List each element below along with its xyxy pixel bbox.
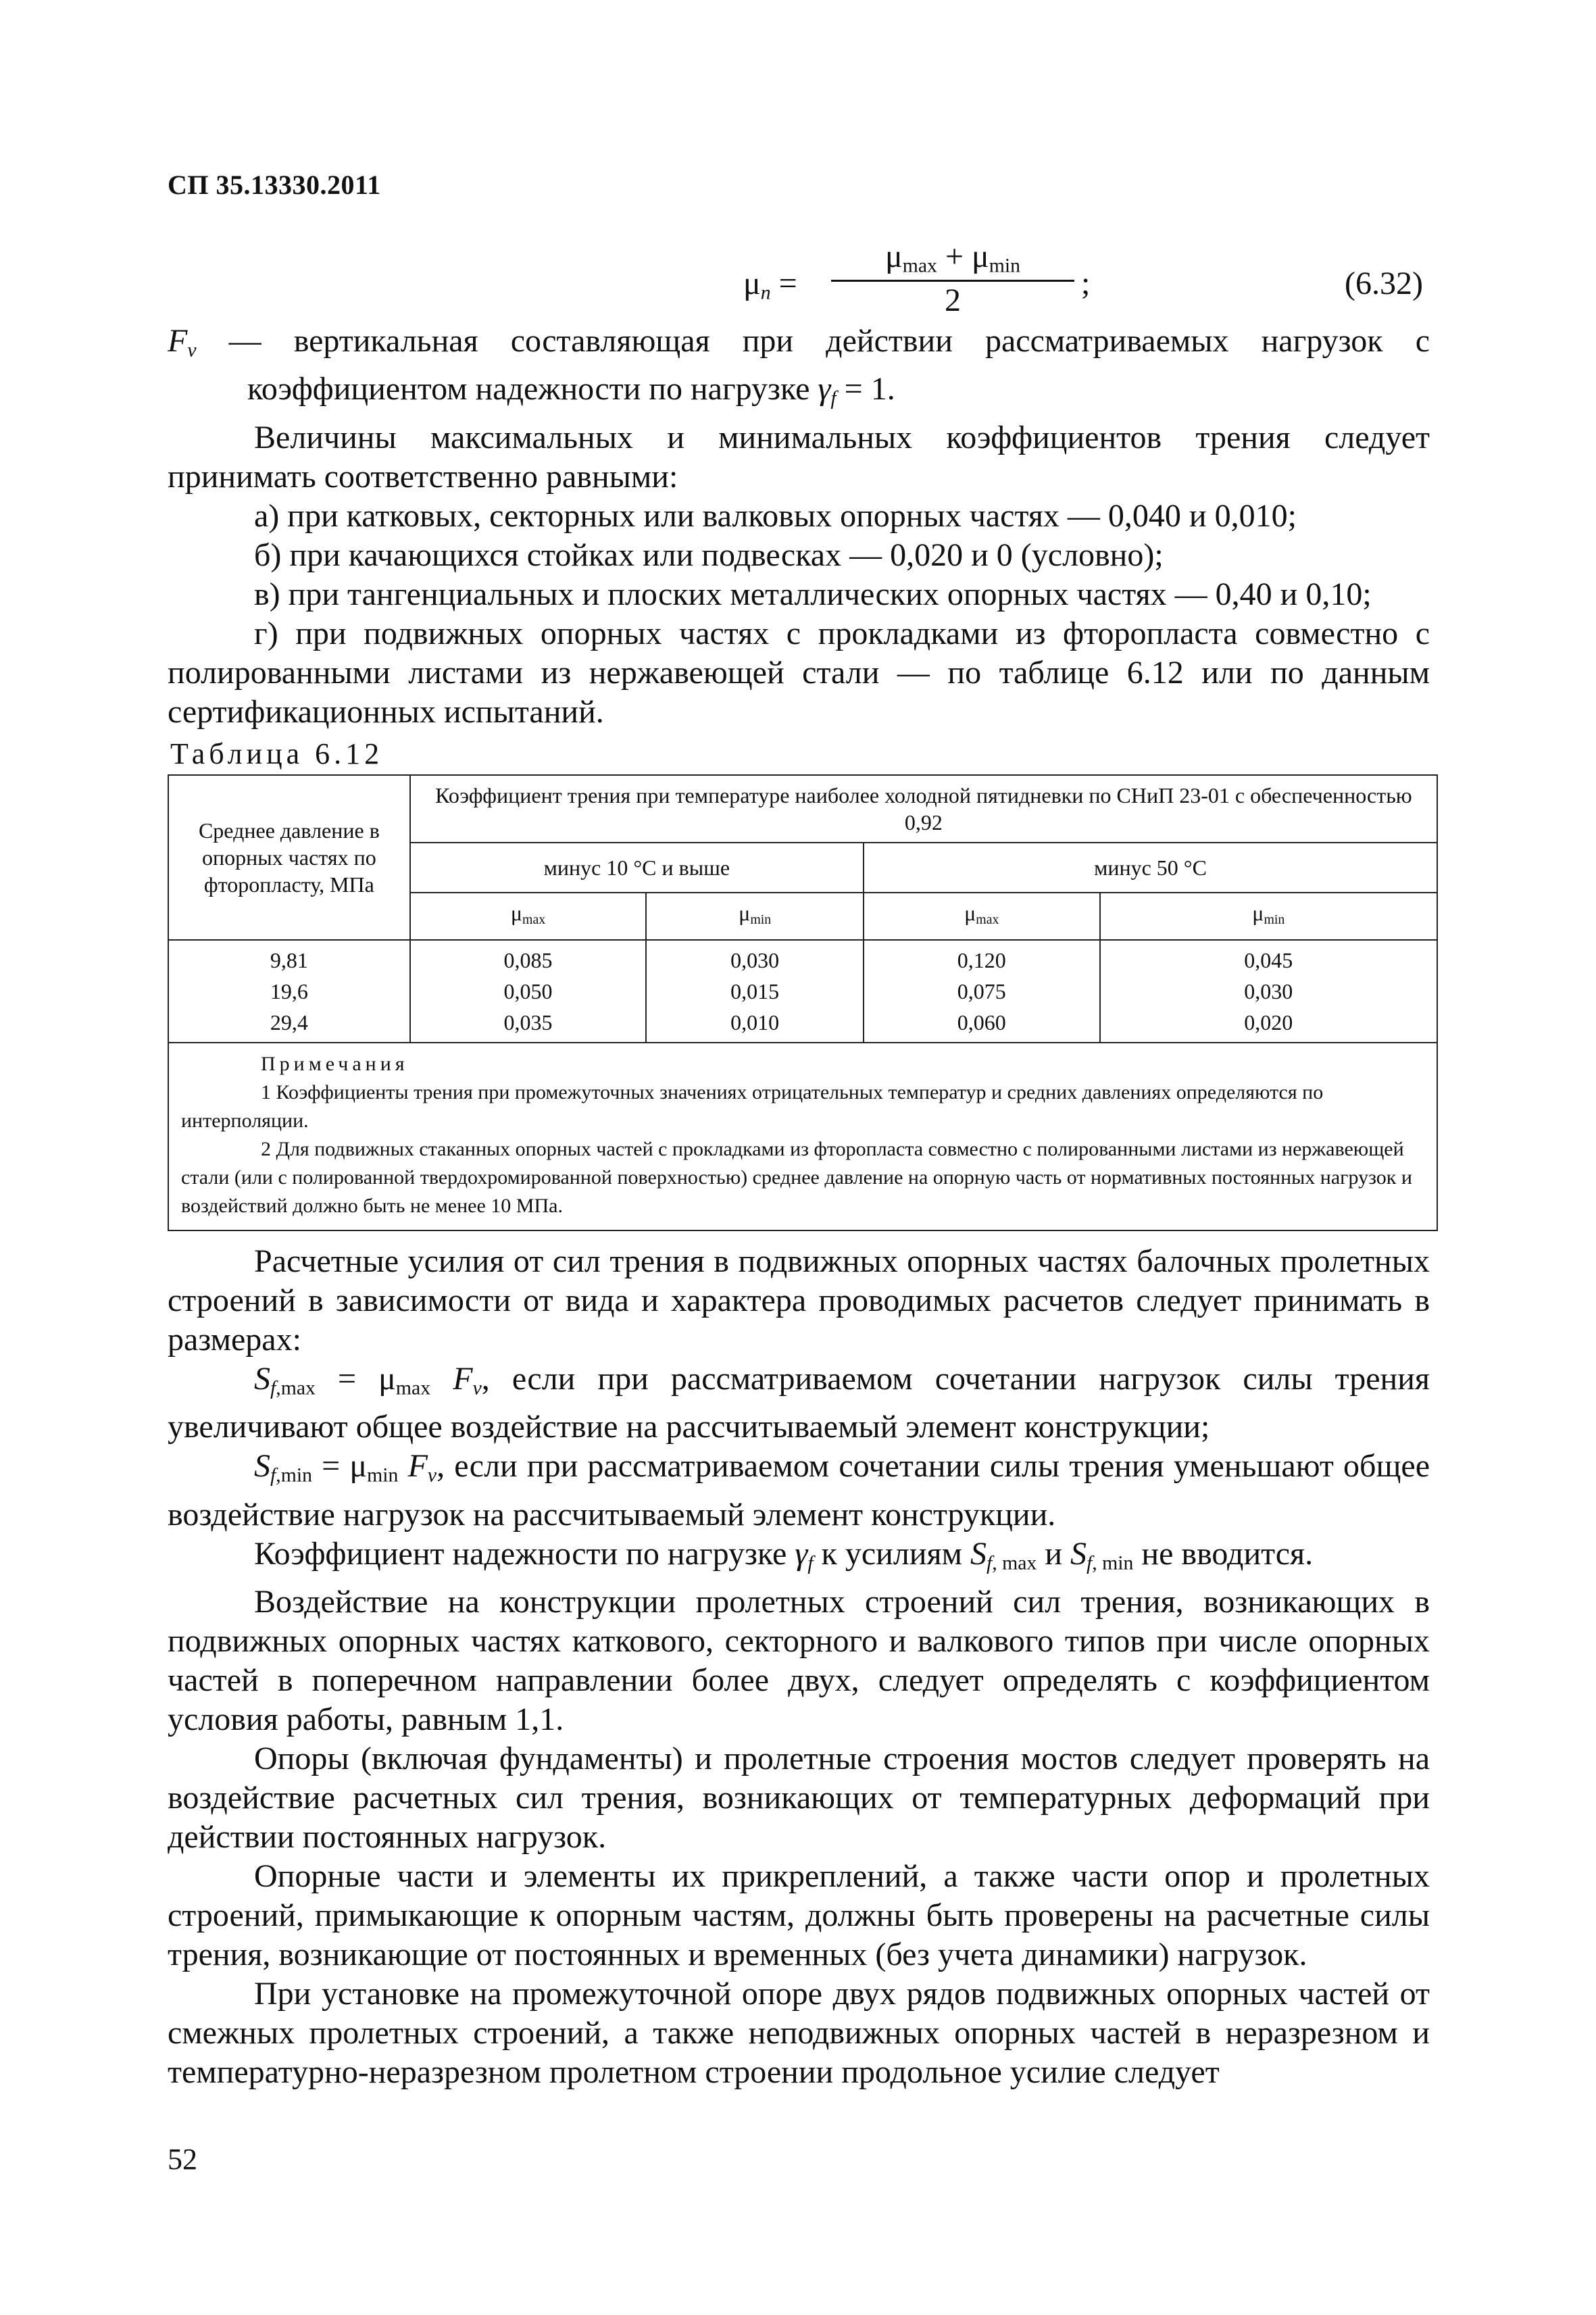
cell-mu-min-minus10: 0,030 0,015 0,010 (646, 940, 864, 1043)
text-block-top (168, 322, 1430, 732)
header-friction-coefficient: Коэффициент трения при температуре наиболее холодной пятидневки по СНиП 23-01 с обеспеченностью 0,92 (410, 775, 1437, 843)
cell-mu-min-minus50: 0,045 0,030 0,020 (1100, 940, 1437, 1043)
header-temp-minus50: минус 50 °С (864, 843, 1437, 893)
equation-number: (6.32) (1345, 266, 1423, 301)
paragraph-supports: Опоры (включая фундаменты) и пролетные строения мостов следует проверять на воздействие расчетных сил трения, возникающих от температурных деформаций при действии постоянных нагрузок. (168, 1741, 1430, 1856)
paragraph-bearings: Опорные части и элементы их прикреплений, а также части опор и пролетных строений, примыкающие к опорным частям, должны быть проверены на расчетные силы трения, возникающие от постоянных и временных (без учета динамики) нагрузок. (168, 1858, 1430, 1973)
paragraph-forces: Расчетные усилия от сил трения в подвижных опорных частях балочных пролетных строений в зависимости от вида и характера проводимых расчетов следует принимать в размерах: (168, 1243, 1430, 1358)
list-item-v: в) при тангенциальных и плоских металлических опорных частях — 0,40 и 0,10; (254, 576, 1372, 612)
paragraph-sf-max: $S_{f,max} = \mu_{max}$ $F_v$, если при рассматриваемом сочетании нагрузок силы трения увеличивают общее воздействие на рассчитываемый элемент конструкции; (168, 1361, 1430, 1445)
paragraph-installation: При установке на промежуточной опоре двух рядов подвижных опорных частей от смежных пролетных строений, а также неподвижных опорных частей в неразрезном и температурно-неразрезном пролетном строении продольное усилие следует (168, 1976, 1430, 2091)
text-block-bottom (168, 1242, 1430, 2092)
note-2: 2 Для подвижных стаканных опорных частей с прокладками из фторопласта совместно с полированными листами из нержавеющей стали (или с полированной твердохромированной поверхностью) среднее давление на опорную часть от нормативных постоянных нагрузок и воздействий должно быть не менее 10 МПа. (181, 1138, 1412, 1217)
page-number: 52 (168, 2143, 197, 2176)
notes-title: Примечания (261, 1053, 409, 1075)
formula-lhs: $\mu_n$ = (743, 266, 797, 304)
list-item-g: г) при подвижных опорных частях с прокладками из фторопласта совместно с полированными листами из нержавеющей стали — по таблице 6.12 или по данным сертификационных испытаний. (168, 615, 1430, 730)
cell-mu-max-minus50: 0,120 0,075 0,060 (864, 940, 1100, 1043)
header-pressure: Среднее давление в опорных частях по фторопласту, МПа (168, 775, 410, 940)
paragraph-sf-min: $S_{f,min} = \mu_{min}$ $F_v$, если при рассматриваемом сочетании силы трения уменьшают общее воздействие нагрузок на рассчитываемый элемент конструкции. (168, 1448, 1430, 1533)
formula-numerator: $\mu_{max} + \mu_{min}$ (831, 238, 1074, 282)
paragraph-intro: Величины максимальных и минимальных коэффициентов трения следует принимать соответственно равными: (168, 419, 1430, 495)
header-mu-max-1: $\mu_{max}$ (410, 893, 647, 940)
header-mu-min-1: $\mu_{min}$ (646, 893, 864, 940)
paragraph-reliability: Коэффициент надежности по нагрузке $\gamma_f$ к усилиям $S_{f, max}$ и $S_{f, min}$ не вводится. (254, 1535, 1314, 1574)
header-mu-min-2: $\mu_{min}$ (1100, 893, 1437, 940)
header-temp-minus10: минус 10 °С и выше (410, 843, 864, 893)
formula-fraction (831, 238, 1074, 319)
document-header: СП 35.13330.2011 (168, 170, 381, 200)
cell-mu-max-minus10: 0,085 0,050 0,035 (410, 940, 647, 1043)
formula-semicolon: ; (1081, 266, 1091, 301)
friction-table (168, 774, 1438, 1231)
list-item-b: б) при качающихся стойках или подвесках — 0,020 и 0 (условно); (254, 537, 1164, 573)
list-item-a: а) при катковых, секторных или валковых опорных частях — 0,040 и 0,010; (254, 497, 1297, 534)
paragraph-impact: Воздействие на конструкции пролетных строений сил трения, возникающих в подвижных опорных частях каткового, секторного и валкового типов при числе опорных частей в поперечном направлении более двух, следует определять с коэффициентом условия работы, равным 1,1. (168, 1584, 1430, 1738)
paragraph-fv: $F_v$ — вертикальная составляющая при действии рассматриваемых нагрузок с коэффициентом надежности по нагрузке $\gamma_f = 1$. (168, 323, 1430, 409)
cell-pressures: 9,81 19,6 29,4 (168, 940, 410, 1043)
table-caption: Таблица 6.12 (170, 737, 384, 770)
note-1: 1 Коэффициенты трения при промежуточных значениях отрицательных температур и средних давлениях определяются по интерполяции. (181, 1081, 1324, 1132)
formula-denominator: 2 (945, 282, 961, 319)
table-notes (168, 1043, 1437, 1230)
header-mu-max-2: $\mu_{max}$ (864, 893, 1100, 940)
